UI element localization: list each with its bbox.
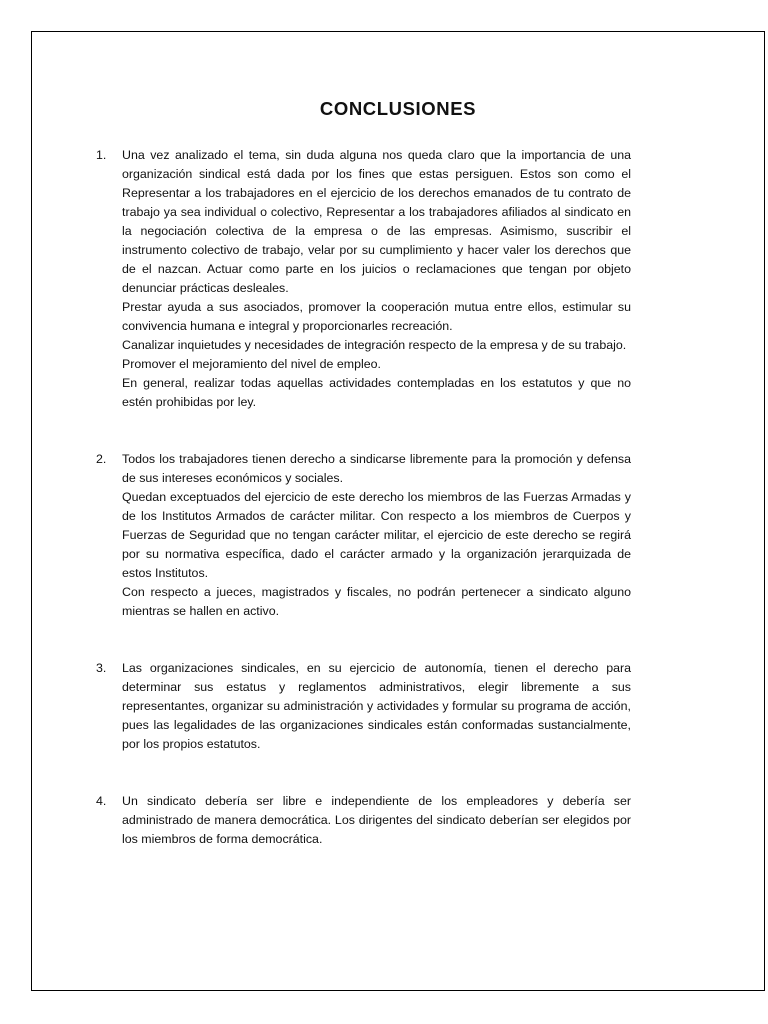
- item-number: 3.: [96, 661, 107, 675]
- paragraph: Un sindicato debería ser libre e independiente de los empleadores y debería ser administrado de manera democrática. Los dirigentes del sindicato deberían ser elegidos por los miembros de forma democrática.: [122, 794, 631, 846]
- conclusions-list: [96, 146, 631, 849]
- list-item-2: [96, 450, 631, 621]
- page-title: CONCLUSIONES: [319, 98, 477, 119]
- paragraph: Una vez analizado el tema, sin duda alguna nos queda claro que la importancia de una organización sindical está dada por los fines que estas persiguen. Estos son como el Representar a los trabajadores en el ejercicio de los derechos emanados de tu contrato de trabajo ya sea individual o colectivo, Representar a los trabajadores afiliados al sindicato en la negociación colectiva de la empresa o de las empresas. Asimismo, suscribir el instrumento colectivo de trabajo, velar por su cumplimiento y hacer valer los derechos que de el nazcan. Actuar como parte en los juicios o reclamaciones que tengan por objeto denunciar prácticas desleales.: [122, 148, 631, 295]
- list-item-3: [96, 659, 631, 754]
- paragraph: Canalizar inquietudes y necesidades de integración respecto de la empresa y de su trabajo.: [122, 338, 627, 352]
- paragraph: Quedan exceptuados del ejercicio de este derecho los miembros de las Fuerzas Armadas y de los Institutos Armados de carácter militar. Con respecto a los miembros de Cuerpos y Fuerzas de Seguridad que no tengan carácter militar, el ejercicio de este derecho se regirá por su normativa específica, dado el carácter armado y la organización jerarquizada de estos Institutos.: [122, 490, 631, 580]
- paragraph: Las organizaciones sindicales, en su ejercicio de autonomía, tienen el derecho para determinar sus estatus y reglamentos administrativos, elegir libremente a sus representantes, organizar su administración y actividades y formular su programa de acción, pues las legalidades de las organizaciones sindicales están conformadas sustancialmente, por los propios estatutos.: [122, 661, 631, 751]
- item-number: 2.: [96, 452, 107, 466]
- list-item-1: [96, 146, 631, 412]
- list-item-4: [96, 792, 631, 849]
- paragraph: Con respecto a jueces, magistrados y fiscales, no podrán pertenecer a sindicato alguno mientras se hallen en activo.: [122, 585, 631, 618]
- paragraph: Prestar ayuda a sus asociados, promover la cooperación mutua entre ellos, estimular su convivencia humana e integral y proporcionarles recreación.: [122, 300, 631, 333]
- item-number: 4.: [96, 794, 107, 808]
- item-number: 1.: [96, 148, 107, 162]
- paragraph: En general, realizar todas aquellas actividades contempladas en los estatutos y que no estén prohibidas por ley.: [122, 376, 631, 409]
- paragraph: Todos los trabajadores tienen derecho a sindicarse libremente para la promoción y defensa de sus intereses económicos y sociales.: [122, 452, 631, 485]
- paragraph: Promover el mejoramiento del nivel de empleo.: [122, 357, 381, 371]
